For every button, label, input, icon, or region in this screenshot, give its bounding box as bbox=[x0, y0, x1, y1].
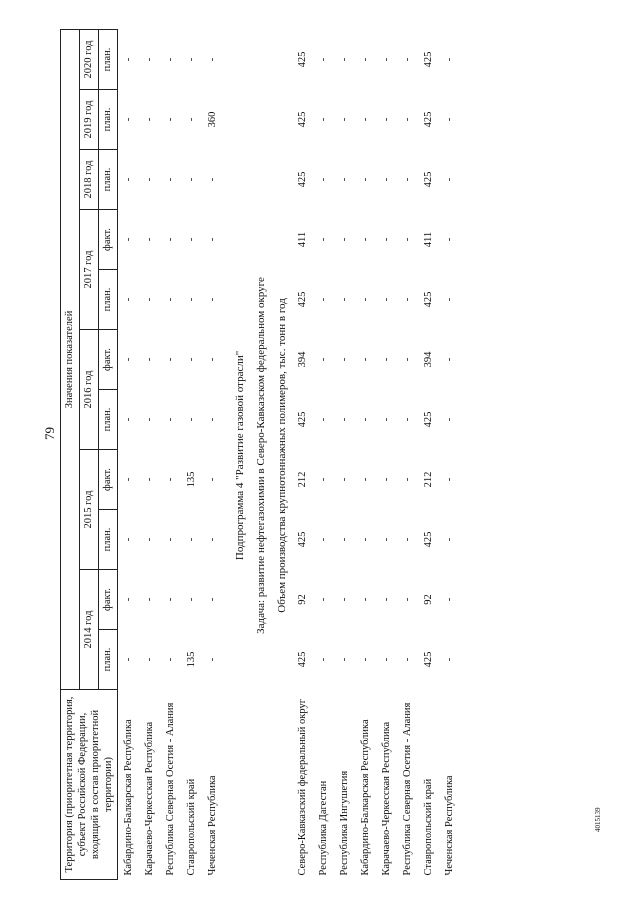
territory-name: Чеченская Республика bbox=[443, 775, 455, 876]
header-plan: план. bbox=[99, 270, 118, 330]
value-cell: - bbox=[359, 537, 371, 542]
table-header bbox=[61, 29, 118, 879]
value-cell: - bbox=[443, 57, 455, 62]
table-row bbox=[418, 29, 439, 879]
value-cell: - bbox=[143, 597, 155, 602]
value-cell: - bbox=[338, 477, 350, 482]
value-cell: - bbox=[443, 537, 455, 542]
value-cell: 212 bbox=[422, 471, 434, 488]
value-cell: - bbox=[401, 237, 413, 242]
value-cell: - bbox=[401, 477, 413, 482]
indicators-table bbox=[60, 29, 460, 880]
table-row bbox=[397, 29, 418, 879]
value-cell: 394 bbox=[422, 351, 434, 368]
value-cell: - bbox=[206, 597, 218, 602]
table-row bbox=[313, 29, 334, 879]
value-cell: - bbox=[359, 477, 371, 482]
value-cell: - bbox=[122, 477, 134, 482]
table-body-bottom bbox=[292, 29, 460, 879]
table-row bbox=[439, 29, 460, 879]
value-cell: - bbox=[380, 57, 392, 62]
value-cell: - bbox=[317, 477, 329, 482]
value-cell: - bbox=[338, 597, 350, 602]
territory-name: Кабардино-Балкарская Республика bbox=[359, 719, 371, 876]
value-cell: - bbox=[443, 177, 455, 182]
value-cell: 425 bbox=[296, 531, 308, 548]
value-cell: - bbox=[143, 357, 155, 362]
value-cell: - bbox=[164, 477, 176, 482]
header-fact: факт. bbox=[99, 450, 118, 510]
value-cell: 135 bbox=[185, 651, 197, 668]
value-cell: - bbox=[380, 297, 392, 302]
value-cell: - bbox=[185, 597, 197, 602]
value-cell: - bbox=[443, 417, 455, 422]
table-row bbox=[334, 29, 355, 879]
value-cell: - bbox=[443, 297, 455, 302]
value-cell: - bbox=[185, 357, 197, 362]
territory-name: Республика Северная Осетия - Алания bbox=[401, 702, 413, 876]
territory-name: Карачаево-Черкесская Республика bbox=[143, 721, 155, 876]
value-cell: - bbox=[206, 477, 218, 482]
table-row bbox=[292, 29, 313, 879]
header-territory: Территория (приоритетная территория, субъект Российской Федерации, входящий в состав приоритетной территории) bbox=[61, 690, 118, 880]
value-cell: - bbox=[143, 417, 155, 422]
header-year-2014: 2014 год bbox=[80, 570, 99, 690]
value-cell: 425 bbox=[422, 171, 434, 188]
value-cell: - bbox=[401, 177, 413, 182]
rotated-page-content bbox=[60, 30, 620, 880]
header-year-2016: 2016 год bbox=[80, 330, 99, 450]
header-year-2020: 2020 год bbox=[80, 29, 99, 89]
value-cell: - bbox=[206, 297, 218, 302]
value-cell: - bbox=[143, 57, 155, 62]
value-cell: - bbox=[380, 477, 392, 482]
value-cell: 425 bbox=[422, 411, 434, 428]
territory-name: Северо-Кавказский федеральный округ bbox=[296, 698, 308, 876]
value-cell: - bbox=[338, 177, 350, 182]
document-code: 4015139 bbox=[594, 807, 602, 832]
value-cell: - bbox=[122, 57, 134, 62]
value-cell: - bbox=[443, 597, 455, 602]
task-title: Задача: развитие нефтегазохимии в Северо-Кавказском федеральном округе bbox=[254, 277, 267, 634]
value-cell: - bbox=[443, 357, 455, 362]
value-cell: - bbox=[359, 57, 371, 62]
value-cell: - bbox=[443, 477, 455, 482]
territory-name: Республика Дагестан bbox=[317, 780, 329, 876]
value-cell: - bbox=[380, 597, 392, 602]
value-cell: 425 bbox=[296, 111, 308, 128]
value-cell: - bbox=[359, 297, 371, 302]
table-row bbox=[181, 29, 202, 879]
value-cell: - bbox=[122, 237, 134, 242]
territory-name: Кабардино-Балкарская Республика bbox=[122, 719, 134, 876]
value-cell: 425 bbox=[422, 51, 434, 68]
value-cell: - bbox=[317, 237, 329, 242]
value-cell: - bbox=[380, 177, 392, 182]
value-cell: - bbox=[317, 57, 329, 62]
value-cell: - bbox=[317, 537, 329, 542]
value-cell: - bbox=[122, 417, 134, 422]
value-cell: - bbox=[401, 297, 413, 302]
indicator-title: Объем производства крупнотоннажных полимеров, тыс. тонн в год bbox=[275, 298, 288, 613]
value-cell: 425 bbox=[422, 531, 434, 548]
value-cell: - bbox=[164, 417, 176, 422]
territory-name: Республика Ингушетия bbox=[338, 770, 350, 876]
territory-name: Республика Северная Осетия - Алания bbox=[164, 702, 176, 876]
value-cell: - bbox=[185, 297, 197, 302]
value-cell: - bbox=[338, 657, 350, 662]
value-cell: - bbox=[317, 357, 329, 362]
value-cell: 425 bbox=[296, 411, 308, 428]
table-row bbox=[202, 29, 223, 879]
header-fact: факт. bbox=[99, 210, 118, 270]
value-cell: 425 bbox=[422, 111, 434, 128]
value-cell: - bbox=[317, 417, 329, 422]
value-cell: - bbox=[359, 417, 371, 422]
value-cell: - bbox=[164, 297, 176, 302]
header-plan: план. bbox=[99, 90, 118, 150]
territory-name: Ставропольский край bbox=[185, 778, 197, 876]
value-cell: - bbox=[206, 657, 218, 662]
territory-name: Чеченская Республика bbox=[206, 775, 218, 876]
territory-name: Ставропольский край bbox=[422, 778, 434, 876]
value-cell: - bbox=[206, 237, 218, 242]
value-cell: 92 bbox=[296, 594, 308, 605]
header-plan: план. bbox=[99, 150, 118, 210]
value-cell: - bbox=[143, 477, 155, 482]
value-cell: - bbox=[185, 237, 197, 242]
table-row bbox=[355, 29, 376, 879]
value-cell: - bbox=[164, 237, 176, 242]
value-cell: - bbox=[317, 597, 329, 602]
value-cell: - bbox=[401, 417, 413, 422]
value-cell: - bbox=[122, 177, 134, 182]
value-cell: - bbox=[164, 657, 176, 662]
value-cell: - bbox=[143, 237, 155, 242]
value-cell: - bbox=[359, 357, 371, 362]
header-fact: факт. bbox=[99, 330, 118, 390]
value-cell: - bbox=[206, 177, 218, 182]
value-cell: - bbox=[317, 657, 329, 662]
header-plan: план. bbox=[99, 390, 118, 450]
value-cell: - bbox=[164, 177, 176, 182]
value-cell: - bbox=[338, 297, 350, 302]
value-cell: - bbox=[185, 57, 197, 62]
value-cell: 411 bbox=[422, 231, 434, 248]
value-cell: - bbox=[380, 537, 392, 542]
value-cell: - bbox=[185, 417, 197, 422]
value-cell: 425 bbox=[296, 171, 308, 188]
header-plan: план. bbox=[99, 630, 118, 690]
subprogram-title: Подпрограмма 4 "Развитие газовой отрасли" bbox=[233, 350, 246, 561]
header-plan: план. bbox=[99, 29, 118, 89]
value-cell: - bbox=[122, 297, 134, 302]
value-cell: - bbox=[359, 117, 371, 122]
value-cell: - bbox=[143, 117, 155, 122]
value-cell: - bbox=[401, 657, 413, 662]
value-cell: - bbox=[359, 237, 371, 242]
page-number: 79 bbox=[42, 427, 57, 440]
header-values: Значения показателей bbox=[61, 29, 80, 689]
value-cell: - bbox=[122, 537, 134, 542]
value-cell: - bbox=[443, 657, 455, 662]
value-cell: - bbox=[206, 57, 218, 62]
value-cell: 92 bbox=[422, 594, 434, 605]
value-cell: - bbox=[164, 57, 176, 62]
value-cell: - bbox=[401, 117, 413, 122]
table-row bbox=[160, 29, 181, 879]
value-cell: 212 bbox=[296, 471, 308, 488]
value-cell: - bbox=[401, 357, 413, 362]
value-cell: - bbox=[164, 117, 176, 122]
header-year-2019: 2019 год bbox=[80, 90, 99, 150]
value-cell: 394 bbox=[296, 351, 308, 368]
table-row bbox=[139, 29, 160, 879]
value-cell: 135 bbox=[185, 471, 197, 488]
value-cell: - bbox=[380, 117, 392, 122]
value-cell: - bbox=[164, 597, 176, 602]
value-cell: - bbox=[317, 117, 329, 122]
value-cell: 411 bbox=[296, 231, 308, 248]
header-year-2018: 2018 год bbox=[80, 150, 99, 210]
value-cell: - bbox=[143, 657, 155, 662]
value-cell: - bbox=[338, 417, 350, 422]
value-cell: - bbox=[164, 537, 176, 542]
value-cell: - bbox=[143, 297, 155, 302]
value-cell: - bbox=[206, 417, 218, 422]
territory-name: Карачаево-Черкесская Республика bbox=[380, 721, 392, 876]
value-cell: - bbox=[185, 177, 197, 182]
value-cell: - bbox=[401, 537, 413, 542]
value-cell: - bbox=[380, 237, 392, 242]
value-cell: - bbox=[143, 537, 155, 542]
value-cell: 425 bbox=[296, 51, 308, 68]
value-cell: - bbox=[122, 597, 134, 602]
value-cell: - bbox=[443, 237, 455, 242]
value-cell: - bbox=[380, 657, 392, 662]
value-cell: - bbox=[143, 177, 155, 182]
value-cell: 425 bbox=[296, 291, 308, 308]
value-cell: - bbox=[401, 57, 413, 62]
value-cell: - bbox=[443, 117, 455, 122]
value-cell: - bbox=[338, 537, 350, 542]
value-cell: - bbox=[317, 297, 329, 302]
value-cell: - bbox=[401, 597, 413, 602]
value-cell: - bbox=[122, 657, 134, 662]
value-cell: - bbox=[338, 57, 350, 62]
header-year-2017: 2017 год bbox=[80, 210, 99, 330]
value-cell: 425 bbox=[422, 651, 434, 668]
value-cell: 425 bbox=[422, 291, 434, 308]
value-cell: - bbox=[122, 117, 134, 122]
header-fact: факт. bbox=[99, 570, 118, 630]
value-cell: - bbox=[338, 237, 350, 242]
header-year-2015: 2015 год bbox=[80, 450, 99, 570]
value-cell: - bbox=[380, 417, 392, 422]
section-headings bbox=[223, 29, 292, 879]
value-cell: - bbox=[338, 117, 350, 122]
value-cell: - bbox=[338, 357, 350, 362]
value-cell: - bbox=[164, 357, 176, 362]
header-plan: план. bbox=[99, 510, 118, 570]
value-cell: - bbox=[359, 177, 371, 182]
table-row bbox=[118, 29, 140, 879]
value-cell: 425 bbox=[296, 651, 308, 668]
table-row bbox=[376, 29, 397, 879]
value-cell: 360 bbox=[206, 111, 218, 128]
value-cell: - bbox=[206, 537, 218, 542]
value-cell: - bbox=[359, 657, 371, 662]
value-cell: - bbox=[122, 357, 134, 362]
value-cell: - bbox=[206, 357, 218, 362]
value-cell: - bbox=[359, 597, 371, 602]
value-cell: - bbox=[185, 537, 197, 542]
table-body-top bbox=[118, 29, 224, 879]
value-cell: - bbox=[185, 117, 197, 122]
value-cell: - bbox=[380, 357, 392, 362]
value-cell: - bbox=[317, 177, 329, 182]
